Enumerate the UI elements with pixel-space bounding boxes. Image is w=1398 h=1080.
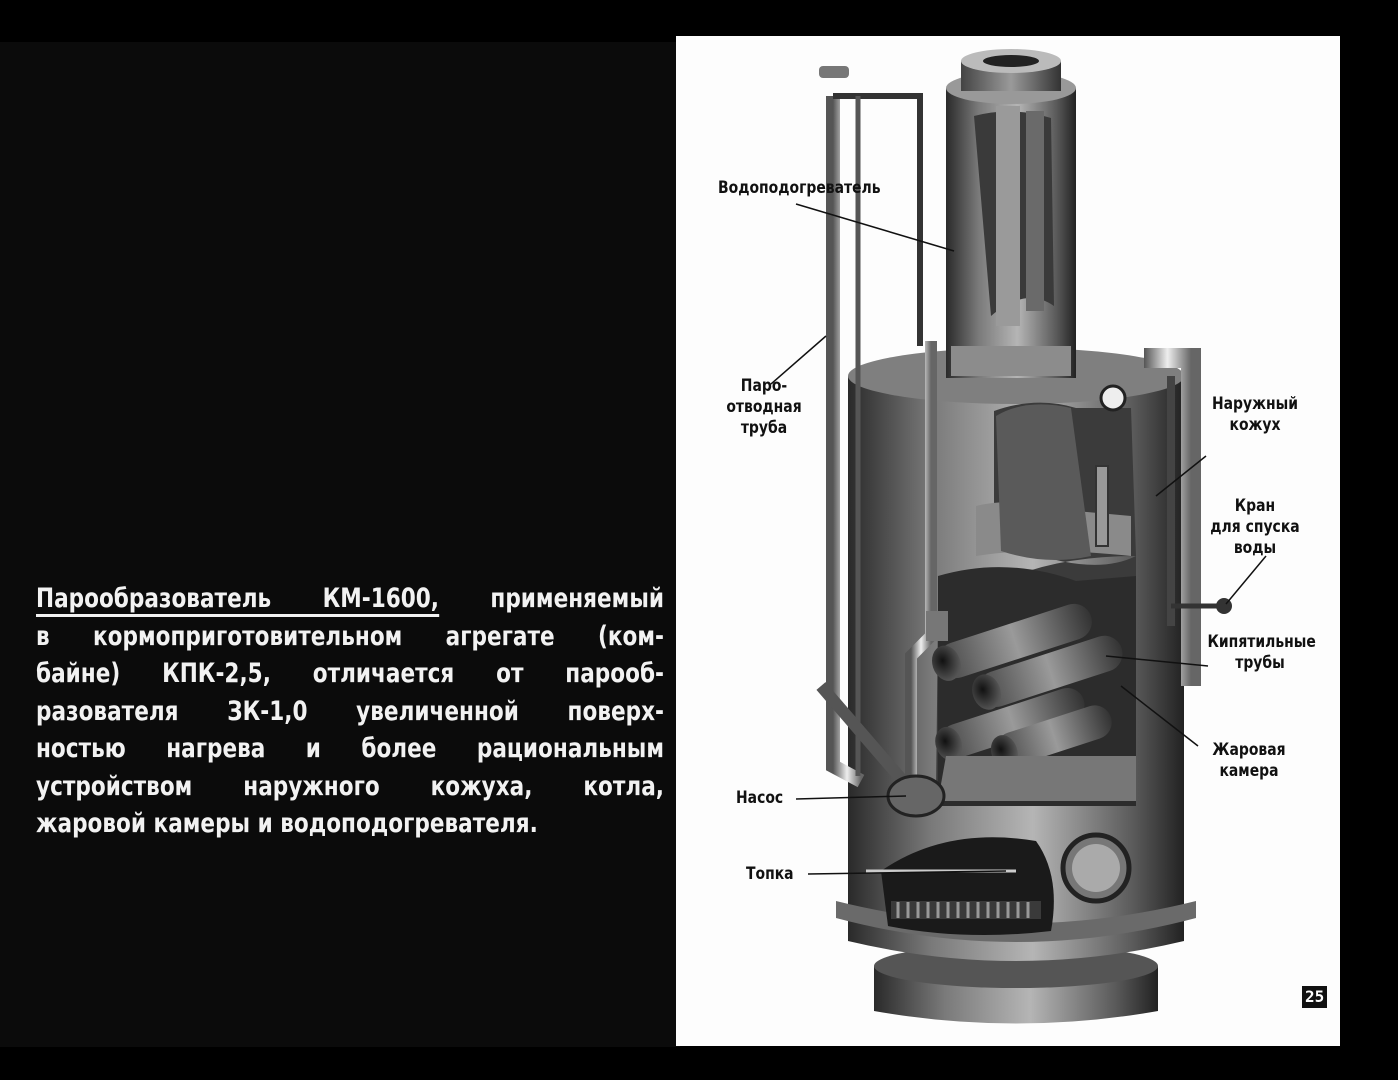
water-heater-chimney [946,49,1076,378]
label-water-heater: Водоподогреватель [718,178,881,198]
label-fire-chamber: Жаровая камера [1212,740,1286,781]
label-firebox: Топка [746,864,794,884]
label-pump: Насос [736,788,784,808]
caption-text [36,580,664,843]
page-number: 25 [1302,986,1327,1008]
caption-line-5: ностью нагрева и более рациональным [36,733,664,764]
caption-line-4: разователя ЗК-1,0 увеличенной поверх- [36,695,664,727]
label-boiling-tubes: Кипятильные трубы [1207,632,1316,673]
diagram-panel [676,36,1340,1046]
left-dark-area [0,42,680,1047]
boiler-body [848,348,1184,816]
label-steam-pipe: Паро- отводная труба [726,376,802,438]
label-outer-casing: Наружный кожух [1211,394,1299,435]
caption-line-2: в кормоприготовительном агрегате (ком- [36,620,664,652]
caption-title: Парообразователь КМ-1600, [36,583,439,617]
label-drain-valve: Кран для спуска воды [1210,496,1300,558]
caption-line-6: устройством наружного кожуха, котла, [36,770,664,802]
lower-body [836,796,1196,961]
caption-line-3: байне) КПК-2,5, отличается от парооб- [36,658,664,689]
caption-line-7: жаровой камеры и водоподогревателя. [36,808,538,839]
caption-line-1: Парообразователь КМ-1600, применяемый [36,580,664,618]
